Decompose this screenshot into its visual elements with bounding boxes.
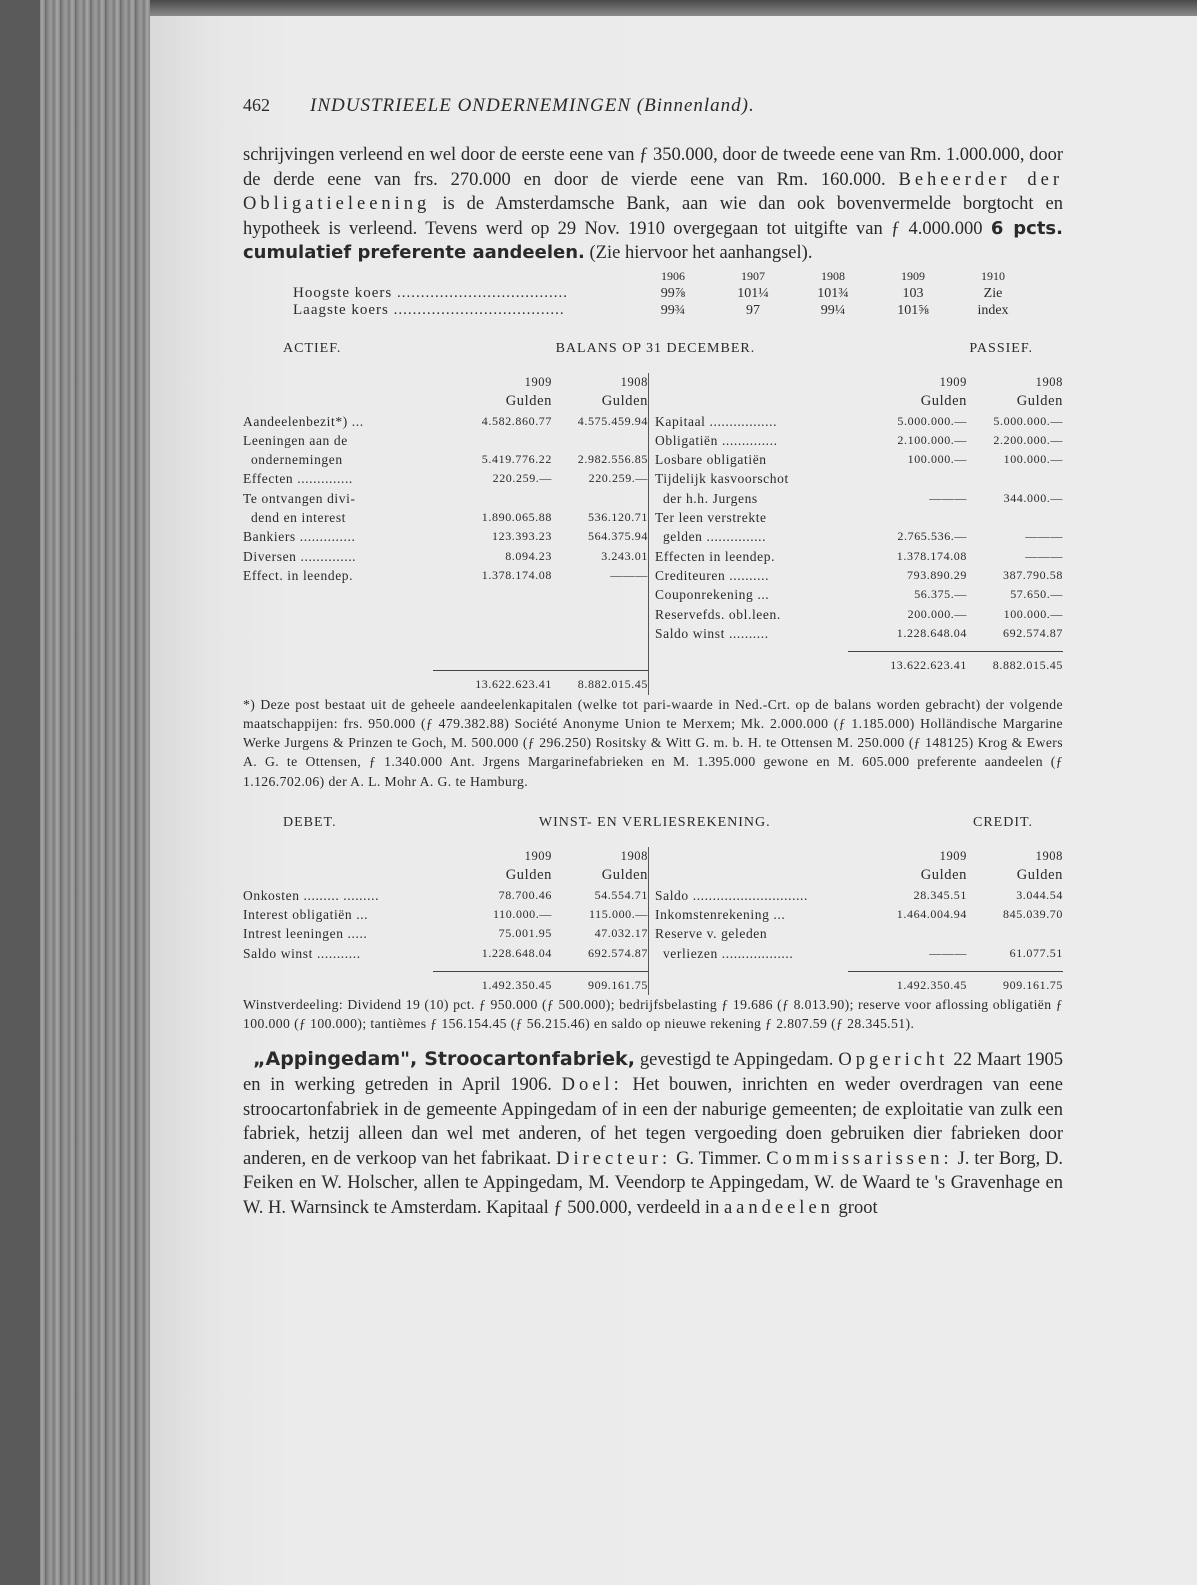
running-head [243, 95, 1063, 143]
winstverdeeling: Winstverdeeling: Dividend 19 (10) pct. ƒ 950.000 (ƒ 500.000); bedrijfsbelasting ƒ 19.686 (ƒ 8.013.90); reserve voor aflossing obligatiën ƒ 100.000 (ƒ 100.000); tantièmes ƒ 156.154.45 (ƒ 56.215.46) en saldo op nieuwe rekening ƒ 2.807.59 (ƒ 28.345.51). [243, 997, 1063, 1032]
book-binding [0, 0, 150, 1585]
actief-column: 1909 1908 Gulden Gulden Aandeelenbezit*) ... 4.582.860.77 4.575.459.94 Leeningen aan de ondernemingen 5.419.776.22 2.982.556.85 Effecten .............. 220.259.— 220.259.— Te ontvangen divi- dend en interest 1.890.065.88 536.120.71 Bankiers .............. 123.393.23 564.375.94 Diversen .............. 8.094.23 3.243.01 Effect. in leendep. 1.378.174.08 ——— 13.622.623.41 8.882.015.45 [243, 373, 648, 695]
debet-row: Saldo winst ........... 1.228.648.04 692.574.87 [243, 945, 648, 961]
preferente-heading: 6 pcts. cumulatief preferente aandeelen. [243, 217, 1063, 264]
passief-row: Crediteuren .......... 793.890.29 387.790.58 [655, 567, 1063, 583]
actief-row: Effecten .............. 220.259.— 220.259.— [243, 471, 648, 487]
actief-row: Leeningen aan de [243, 432, 348, 448]
koers-table [243, 268, 1063, 323]
passief-row: Reservefds. obl.leen. 200.000.— 100.000.— [655, 606, 1063, 622]
balans-footnote: *) Deze post bestaat uit de geheele aandeelenkapitalen (welke tot pari-waarde in Ned.-Crt. op de balans worden gebracht) der volgende maatschappijen: frs. 950.000 (ƒ 479.382.88) Société Anonyme Union te Merxem; Mk. 2.000.000 (ƒ 1.185.000) Holländische Margarine Werke Jurgens & Prinzen te Goch, M. 500.000 (ƒ 296.250) Rositsky & Witt G. m. b. H. te Ottensen M. 250.000 (ƒ 148125) Krog & Ewers A. G. te Ottensen, ƒ 1.340.000 Ant. Jrgens Margarinefabrieken en M. 1.395.000 gewone en M. 605.000 preferente aandeelen (ƒ 1.126.702.06) der A. L. Mohr A. G. te Hamburg. [243, 696, 1063, 789]
passief-row: Tijdelijk kasvoorschot [655, 471, 789, 487]
passief-row: Ter leen verstrekte [655, 510, 767, 526]
winst-table [243, 847, 1063, 995]
directeur-label: Directeur: [556, 1148, 672, 1169]
balans-heading: ACTIEF. BALANS OP 31 DECEMBER. PASSIEF. [283, 340, 1033, 356]
beheerder-label: Beheerder der Obligatieleening [243, 169, 1063, 215]
passief-row: Kapitaal ................. 5.000.000.— 5.000.000.— [655, 413, 1063, 429]
winst-heading: DEBET. WINST- EN VERLIESREKENING. CREDIT. [283, 815, 1033, 831]
commissarissen-label: Commissarissen: [766, 1148, 953, 1169]
running-title: INDUSTRIEELE ONDERNEMINGEN (Binnenland). [310, 95, 755, 116]
balans-table [243, 373, 1063, 695]
actief-row: Diversen .............. 8.094.23 3.243.01 [243, 548, 648, 564]
passief-row: Effecten in leendep. 1.378.174.08 ——— [655, 548, 1063, 564]
koers-row-hoogste: Hoogste koers .................................... 99⅞ 101¼ 101¾ 103 Zie [293, 284, 1003, 301]
koers-row-laagste: Laagste koers .................................... 99¾ 97 99¼ 101⅝ index [293, 301, 1009, 318]
company-name: „Appingedam", Stroocartonfabriek, [253, 1048, 635, 1071]
passief-total-row: 13.622.623.41 8.882.015.45 [890, 658, 1063, 673]
debet-total-row: 1.492.350.45 909.161.75 [481, 977, 648, 992]
passief-row: Couponrekening ... 56.375.— 57.650.— [655, 587, 1063, 603]
aandeelen-label: aandeelen [723, 1197, 834, 1218]
passief-row: Losbare obligatiën 100.000.— 100.000.— [655, 452, 1063, 468]
intro-paragraph: schrijvingen verleend en wel door de eerste eene van ƒ 350.000, door de tweede eene van Rm. 1.000.000, door de derde eene van frs. 270.000 en door de vierde eene van Rm. 160.000. Beheerder der Obligatieleening is de Amsterdamsche Bank, aan wie dan ook bovenvermelde borgtocht en hypotheek is verleend. Tevens werd op 29 Nov. 1910 overgegaan tot uitgifte van ƒ 4.000.000 6 pcts. cumulatief preferente aandeelen. (Zie hiervoor het aanhangsel). [243, 145, 1063, 264]
debet-row: Interest obligatiën ... 110.000.— 115.000.— [243, 906, 648, 922]
page-number: 462 [243, 95, 270, 115]
credit-total-row: 1.492.350.45 909.161.75 [896, 977, 1063, 992]
credit-row: Inkomstenrekening ... 1.464.004.94 845.039.70 [655, 906, 1063, 922]
actief-total-row: 13.622.623.41 8.882.015.45 [475, 677, 648, 692]
actief-row: Aandeelenbezit*) ... 4.582.860.77 4.575.459.94 [243, 413, 648, 429]
passief-row: Saldo winst .......... 1.228.648.04 692.574.87 [655, 625, 1063, 641]
koers-header-row: 1906 1907 1908 1909 1910 [661, 268, 1005, 283]
passief-row: gelden ............... 2.765.536.— ——— [655, 529, 1063, 545]
actief-row: dend en interest 1.890.065.88 536.120.71 [243, 510, 648, 526]
credit-row: Saldo ............................. 28.345.51 3.044.54 [655, 887, 1063, 903]
credit-column: 1909 1908 Gulden Gulden Saldo ............................. 28.345.51 3.044.54 Inkomstenrekening ... 1.464.004.94 845.039.70 Reserve v. geleden verliezen .................. ——— 61.077.51 1.492.350.45 909.161.75 [648, 847, 1063, 995]
actief-row: Bankiers .............. 123.393.23 564.375.94 [243, 529, 648, 545]
doel-label: Doel: [561, 1074, 623, 1095]
company-entry: „Appingedam", Stroocartonfabriek, gevestigd te Appingedam. Opgericht 22 Maart 1905 en in werking getreden in April 1906. Doel: Het bouwen, inrichten en weder overdragen van eene stroocartonfabriek in de gemeente Appingedam of in een der naburige gemeenten; de exploitatie van zulk een fabriek, hetzij alleen dan wel met anderen, of het tegen vergoeding doen gebruiken dier fabrieken door anderen, en de verkoop van het fabrikaat. Directeur: G. Timmer. Commissarissen: J. ter Borg, D. Feiken en W. Holscher, allen te Appingedam, M. Veendorp te Appingedam, W. de Waard te 's Gravenhage en W. H. Warnsinck te Amsterdam. Kapitaal ƒ 500.000, verdeeld in aandeelen groot [243, 1048, 1064, 1218]
credit-row: Reserve v. geleden [655, 926, 768, 942]
page-content [243, 95, 1063, 1221]
debet-column: 1909 1908 Gulden Gulden Onkosten ......... ......... 78.700.46 54.554.71 Interest obligatiën ... 110.000.— 115.000.— Intrest leeningen ..... 75.001.95 47.032.17 Saldo winst ........... 1.228.648.04 692.574.87 1.492.350.45 909.161.75 [243, 847, 648, 995]
passief-column: 1909 1908 Gulden Gulden Kapitaal ................. 5.000.000.— 5.000.000.— Obligatiën .............. 2.100.000.— 2.200.000.— Losbare obligatiën 100.000.— 100.000.— Tijdelijk kasvoorschot der h.h. Jurgens ——— 344.000.— Ter leen verstrekte gelden ............... 2.765.536.— ——— Effecten in leendep. 1.378.174.08 ——— Crediteuren .......... 793.890.29 387.790.58 Couponrekening ... 56.375.— 57.650.— Reservefds. obl.leen. 200.000.— 100.000.— Saldo winst .......... 1.228.648.04 692.574.87 13.622.623.41 8.882.015.45 [648, 373, 1063, 695]
credit-row: verliezen .................. ——— 61.077.51 [655, 945, 1063, 961]
opgericht-label: Opgericht [838, 1050, 949, 1071]
debet-row: Intrest leeningen ..... 75.001.95 47.032.17 [243, 926, 648, 942]
passief-row: Obligatiën .............. 2.100.000.— 2.200.000.— [655, 432, 1063, 448]
actief-row: Te ontvangen divi- [243, 490, 356, 506]
actief-row: Effect. in leendep. 1.378.174.08 ——— [243, 567, 648, 583]
passief-row: der h.h. Jurgens ——— 344.000.— [655, 490, 1063, 506]
debet-row: Onkosten ......... ......... 78.700.46 54.554.71 [243, 887, 648, 903]
actief-row: ondernemingen 5.419.776.22 2.982.556.85 [243, 452, 648, 468]
book-top-edge [0, 0, 1197, 16]
